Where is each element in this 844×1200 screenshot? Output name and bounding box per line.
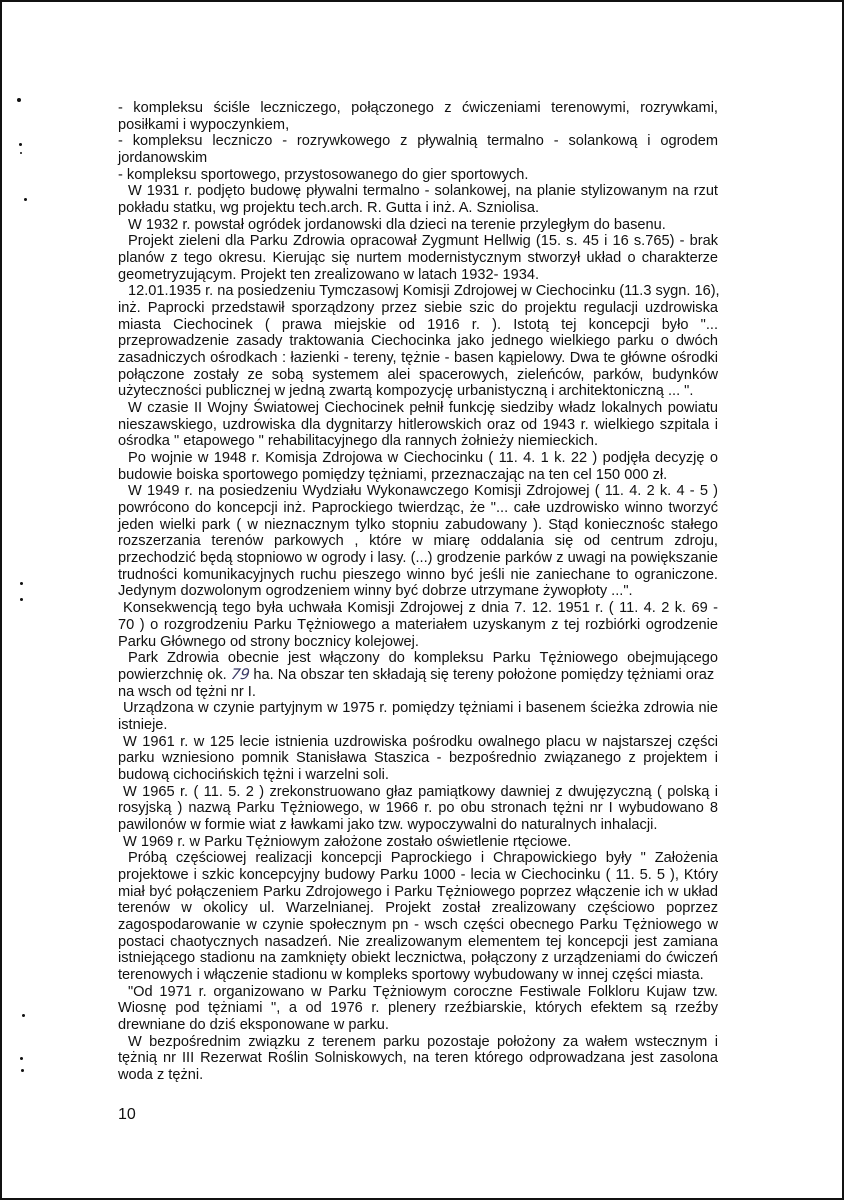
text-line: powrócono do koncepcji inż. Paprockiego twierdząc, że "... całe uzdrowisko winno tworzyć xyxy=(118,500,718,517)
text-line: Urządzona w czynie partyjnym w 1975 r. pomiędzy tężniami i basenem ścieżka zdrowia nie xyxy=(123,700,718,717)
area-prefix: powierzchnię ok. xyxy=(118,666,227,683)
scan-speck xyxy=(24,198,27,201)
text-line: istnieje. xyxy=(118,716,168,733)
text-line: W czasie II Wojny Światowej Ciechocinek pełnił funkcję siedziby władz lokalnych powiatu xyxy=(128,400,718,417)
text-line: woda z tężni. xyxy=(118,1066,204,1083)
text-line: 12.01.1935 r. na posiedzeniu Tymczasowj Komisji Zdrojowej w Ciechocinku (11.3 sygn. 16), xyxy=(128,283,720,300)
text-line xyxy=(118,667,718,684)
text-line: jeden wielki park ( w nieznacznym tylko stopniu zabudowany ). Stąd koniecznośc stałego xyxy=(118,516,718,533)
text-line: Park Zdrowia obecnie jest włączony do kompleksu Parku Tężniowego obejmującego xyxy=(128,650,718,667)
text-line: - kompleksu sportowego, przystosowanego do gier sportowych. xyxy=(118,166,529,183)
text-line: W 1969 r. w Parku Tężniowym założone zostało oświetlenie rtęciowe. xyxy=(123,833,572,850)
body-text xyxy=(118,100,718,1084)
text-line: jordanowskim xyxy=(118,150,208,167)
text-line: "Od 1971 r. organizowano w Parku Tężniowym coroczne Festiwale Folkloru Kujaw tzw. xyxy=(128,983,718,1000)
text-line: W 1931 r. podjęto budowę pływalni termalno - solankowej, na planie stylizowanym na rzut xyxy=(128,183,718,200)
scan-border-left xyxy=(0,0,2,1200)
text-line: W 1949 r. na posiedzeniu Wydziału Wykonawczego Komisji Zdrojowej ( 11. 4. 2 k. 4 - 5 ) xyxy=(128,483,718,500)
handwritten-area-correction: 79 xyxy=(229,665,251,683)
text-line: nieszawskiego, uzdrowiska dla dygnitarzy hitlerowskich oraz od 1943 r. wielkiego szpitala i xyxy=(118,416,718,433)
page-number: 10 xyxy=(118,1106,136,1123)
scan-border-top xyxy=(0,0,844,2)
text-line: rozszerzania terenów parkowych , które w miarę oddalania się od centrum zdroju, xyxy=(118,533,718,550)
text-line: pokładu statku, wg projektu tech.arch. R. Gutta i inż. A. Szniolisa. xyxy=(118,200,539,217)
scan-speck xyxy=(22,1014,25,1017)
scan-speck xyxy=(20,152,22,154)
text-line: przeprowadzenie zasady traktowania Ciechocinka jako jednego wielkiego parku o dwóch xyxy=(118,333,718,350)
text-line: budową cichocińskich tężni i warzelni soli. xyxy=(118,766,389,783)
text-line: Próbą częściowej realizacji koncepcji Paprockiego i Chrapowickiego były " Założenia xyxy=(128,850,718,867)
text-line: terenów w okolicy ul. Warzelnianej. Projekt został zrealizowany częściowo poprzez xyxy=(118,900,718,917)
text-line: rosyjską ) nazwą Parku Tężniowego, w 1966 r. po obu stronach tężni nr I wybudowano 8 xyxy=(118,800,718,817)
text-line: miasta Ciechocinek ( prawa miejskie od 1916 r. ). Istotą tej koncepcji było "... xyxy=(118,316,718,333)
text-line: geometryzującym. Projekt ten zrealizowano w latach 1932- 1934. xyxy=(118,266,540,283)
text-line: Jedynym dozwolonym ogrodzeniem winny być dobrze utrzymane żywopłoty ...". xyxy=(118,583,633,600)
scan-speck xyxy=(19,143,22,146)
text-line: drewniane do dziś eksponowane w parku. xyxy=(118,1016,389,1033)
text-line: planów z tego okresu. Kierując się nurtem modernistycznym stworzył układ o charakterze xyxy=(118,250,718,267)
text-line: 70 ) o rozgrodzeniu Parku Tężniowego a materiałem uzyskanym z tej rozbiórki ogrodzenie xyxy=(118,616,718,633)
text-line: trudności komunikacyjnych ruchu pieszego winno być jeśli nie zaniechane to ograniczone. xyxy=(118,566,718,583)
text-line: budowie boiska sportowego pomiędzy tężniami, przeznaczając na ten cel 150 000 zł. xyxy=(118,466,668,483)
text-line: W 1961 r. w 125 lecie istnienia uzdrowiska pośrodku owalnego placu w najstarszej części xyxy=(123,733,718,750)
text-line: Konsekwencją tego była uchwała Komisji Zdrojowej z dnia 7. 12. 1951 r. ( 11. 4. 2 k. 69 - xyxy=(123,600,718,617)
text-line: - kompleksu ściśle leczniczego, połączonego z ćwiczeniami terenowymi, rozrywkami, xyxy=(118,100,718,116)
text-line: połączone zostały ze sobą systemem alei spacerowych, zieleńców, parków, budynków xyxy=(118,366,718,383)
text-line: W bezpośrednim związku z terenem parku pozostaje położony za wałem wstecznym i xyxy=(128,1033,718,1050)
text-line: Po wojnie w 1948 r. Komisja Zdrojowa w Ciechocinku ( 11. 4. 1 k. 22 ) podjęła decyzję o xyxy=(128,450,718,467)
scan-speck xyxy=(21,1069,24,1072)
text-line: W 1932 r. powstał ogródek jordanowski dla dzieci na terenie przyległym do basenu. xyxy=(128,216,666,233)
scan-speck xyxy=(20,582,23,585)
text-line: przechodzić będą stopniowo w ogrody i lasy. (...) grodzenie parków z uwagi na powiększanie xyxy=(118,550,718,567)
text-line: użyteczności publicznej w jedną zwartą kompozycję urbanistyczną i architektoniczną ... ". xyxy=(118,383,694,400)
text-line: ośrodka " etapowego " rehabilitacyjnego dla rannych żołnieży niemieckich. xyxy=(118,433,599,450)
text-line: zasadniczych ośrodkach : łazienki - tereny, tężnie - basen kąpielowy. Dwa te główne ośrodki xyxy=(118,350,718,367)
text-line: - kompleksu leczniczo - rozrywkowego z pływalnią termalno - solankową i ogrodem xyxy=(118,133,718,150)
text-line: Parku Głównego od strony bocznicy kolejowej. xyxy=(118,633,419,650)
text-line: pawilonów w formie wiat z ławkami jako tzw. wypoczywalni do naturalnych inhalacji. xyxy=(118,816,658,833)
scan-speck xyxy=(20,1057,23,1060)
text-line: zagospodarowanie w czynie społecznym pn - wsch części obecnego Parku Tężniowego w xyxy=(118,916,718,933)
text-line: istniejącego stadionu na zamknięty obiekt lecznictwa, połączony z urządzeniami do ćwiczeń xyxy=(118,950,718,967)
text-line: tężnią nr III Rezerwat Roślin Solniskowych, na teren którego odprowadzana jest zasolona xyxy=(118,1050,718,1067)
text-line: miał być połączeniem Parku Zdrojowego i Parku Tężniowego poprzez włączenie ich w układ xyxy=(118,883,718,900)
area-suffix: ha. Na obszar ten składają się tereny położone pomiędzy tężniami oraz xyxy=(253,666,715,683)
text-line: terenowych i włączenie stadionu w kompleks sportowy wybudowany w innej części miasta. xyxy=(118,966,704,983)
text-line: projektowe i szkic koncepcyjny budowy Parku 1000 - lecia w Ciechocinku ( 11. 5. 5 ), Który xyxy=(118,866,718,883)
scan-speck xyxy=(20,598,23,601)
text-line: posiłkami i wypoczynkiem, xyxy=(118,116,290,133)
text-line: na wsch od tężni nr I. xyxy=(118,683,256,700)
text-line: inż. Paprocki przedstawił sporządzony przez siebie szic do projektu regulacji uzdrowiska xyxy=(118,300,718,317)
text-line: parku wzniesiono pomnik Stanisława Staszica - bezpośrednio związanego z projektem i xyxy=(118,750,718,767)
scan-speck xyxy=(17,98,21,102)
text-line: Projekt zieleni dla Parku Zdrowia opracował Zygmunt Hellwig (15. s. 45 i 16 s.765) - brak xyxy=(128,233,718,250)
text-line: W 1965 r. ( 11. 5. 2 ) zrekonstruowano głaz pamiątkowy dawniej z dwujęzyczną ( polską i xyxy=(123,783,718,800)
text-line: Wiosnę pod tężniami ", a od 1976 r. plenery rzeźbiarskie, których efektem są rzeźby xyxy=(118,1000,718,1017)
text-line: postaci chaotycznych nasadzeń. Nie zrealizowanym elementem tej koncepcji jest zamiana xyxy=(118,933,718,950)
